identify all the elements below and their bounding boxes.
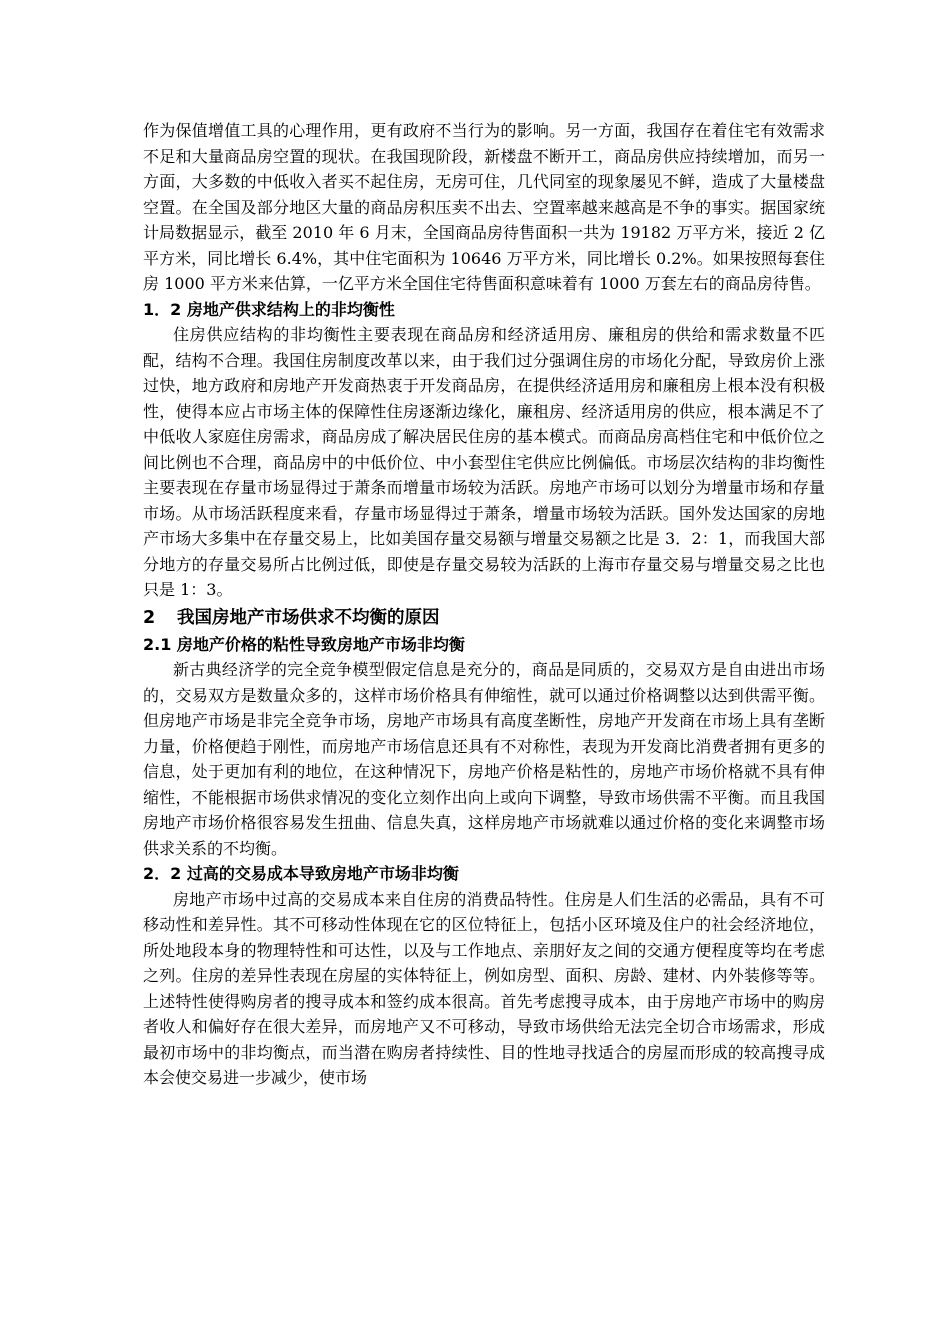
section-heading-1-2: 1．2 房地产供求结构上的非均衡性 (143, 299, 395, 319)
paragraph-price-stickiness: 新古典经济学的完全竞争模型假定信息是充分的，商品是同质的，交易双方是自由进出市场的，交易双方是数量众多的，这样市场价格具有伸缩性，就可以通过价格调整以达到供需平衡。但房地产市场是非完全竞争市场，房地产市场具有高度垄断性，房地产开发商在市场上具有垄断力量，价格便趋于刚性，而房地产市场信息还具有不对称性，表现为开发商比消费者拥有更多的信息，处于更加有利的地位，在这种情况下，房地产价格是粘性的，房地产市场价格就不具有伸缩性，不能根据市场供求情况的变化立刻作出向上或向下调整，导致市场供需不平衡。而且我国房地产市场价格很容易发生扭曲、信息失真，这样房地产市场就难以通过价格的变化来调整市场供求关系的不均衡。 (143, 660, 825, 858)
chapter-number: 2 (143, 607, 156, 628)
section-heading-2-2: 2．2 过高的交易成本导致房地产市场非均衡 (143, 864, 459, 883)
chapter-title: 我国房地产市场供求不均衡的原因 (177, 607, 440, 628)
chapter-heading-2 (143, 605, 825, 632)
section-heading-2-1: 2.1 房地产价格的粘性导致房地产市场非均衡 (143, 634, 465, 654)
paragraph-transaction-cost: 房地产市场中过高的交易成本来自住房的消费品特性。住房是人们生活的必需品，具有不可移动性和差异性。其不可移动性体现在它的区位特征上，包括小区环境及住户的社会经济地位，所处地段本身的物理特性和可达性，以及与工作地点、亲朋好友之间的交通方便程度等均在考虑之列。住房的差异性表现在房屋的实体特征上，例如房型、面积、房龄、建材、内外装修等等。上述特性使得购房者的搜寻成本和签约成本很高。首先考虑搜寻成本，由于房地产市场中的购房者收人和偏好存在很大差异，而房地产又不可移动，导致市场供给无法完全切合市场需求，形成最初市场中的非均衡点，而当潜在购房者持续性、目的性地寻找适合的房屋而形成的较高搜寻成本会使交易进一步减少，使市场 (143, 889, 825, 1087)
paragraph-structure-imbalance: 住房供应结构的非均衡性主要表现在商品房和经济适用房、廉租房的供给和需求数量不匹配，结构不合理。我国住房制度改革以来，由于我们过分强调住房的市场化分配，导致房价上涨过快，地方政府和房地产开发商热衷于开发商品房，在提供经济适用房和廉租房上根本没有积极性，使得本应占市场主体的保障性住房逐渐边缘化，廉租房、经济适用房的供应，根本满足不了中低收人家庭住房需求，商品房成了解决居民住房的基本模式。而商品房高档住宅和中低价位之间比例也不合理，商品房中的中低价位、中小套型住宅供应比例偏低。市场层次结构的非均衡性主要表现在存量市场显得过于萧条而增量市场较为活跃。房地产市场可以划分为增量市场和存量市场。从市场活跃程度来看，存量市场显得过于萧条，增量市场较为活跃。国外发达国家的房地产市场大多集中在存量交易上，比如美国存量交易额与增量交易额之比是 3．2：1，而我国大部分地方的存量交易所占比例过低，即使是存量交易较为活跃的上海市存量交易与增量交易之比也只是 1：3。 (143, 325, 825, 599)
paragraph-vacancy: 作为保值增值工具的心理作用，更有政府不当行为的影响。另一方面，我国存在着住宅有效需求不足和大量商品房空置的现状。在我国现阶段，新楼盘不断开工，商品房供应持续增加，而另一方面，大多数的中低收入者买不起住房，无房可住，几代同室的现象屡见不鲜，造成了大量楼盘空置。在全国及部分地区大量的商品房积压卖不出去、空置率越来越高是不争的事实。据国家统计局数据显示，截至 2010 年 6 月末，全国商品房待售面积一共为 19182 万平方米，接近 2 亿平方米，同比增长 6.4%，其中住宅面积为 10646 万平方米，同比增长 0.2%。如果按照每套住房 1000 平方米来估算，一亿平方米全国住宅待售面积意味着有 1000 万套左右的商品房待售。 (143, 121, 825, 293)
document-page (143, 118, 825, 1091)
